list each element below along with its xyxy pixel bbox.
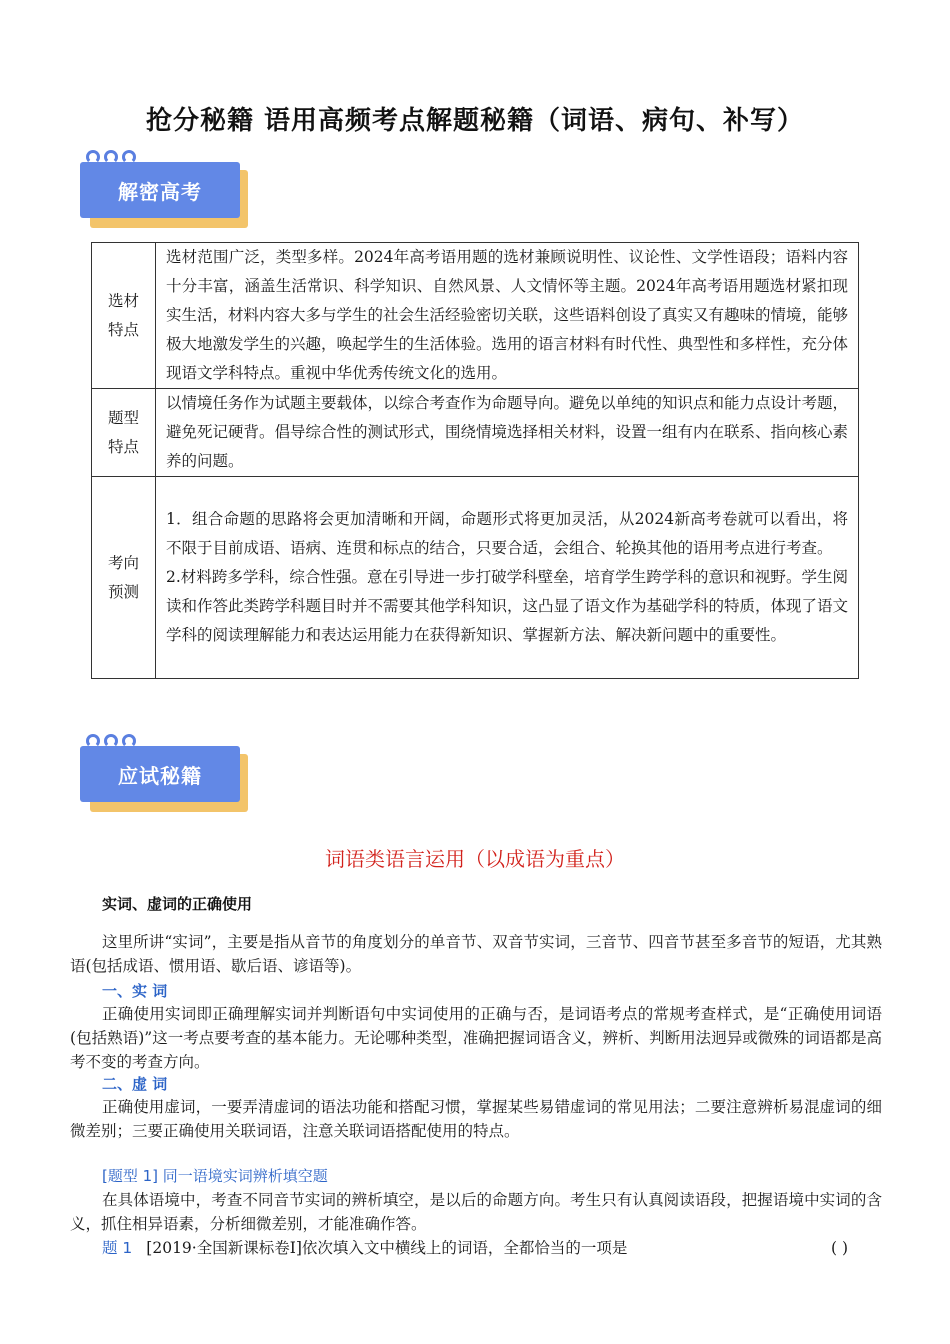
table-row-head: 题型 特点 xyxy=(92,389,156,477)
question-type-paragraph: 在具体语境中，考查不同音节实词的辨析填空，是以后的命题方向。考生只有认真阅读语段，把握语境中实词的含义，抓住相异语素，分析细微差别，才能准确作答。 xyxy=(70,1191,882,1233)
xuci-paragraph: 正确使用虚词，一要弄清虚词的语法功能和搭配习惯，掌握某些易错虚词的常见用法；二要注意辨析易混虚词的细微差别；三要正确使用关联词语，注意关联词语搭配使用的特点。 xyxy=(70,1098,882,1140)
table-row-body: 以情境任务作为试题主要载体，以综合考查作为命题导向。避免以单纯的知识点和能力点设计考题，避免死记硬背。倡导综合性的测试形式，围绕情境选择相关材料，设置一组有内在联系、指向核心素养的问题。 xyxy=(156,389,859,477)
answer-blank: ( ) xyxy=(830,1239,848,1257)
intro-paragraph: 这里所讲“实词”，主要是指从音节的角度划分的单音节、双音节实词，三音节、四音节甚至多音节的短语，尤其熟语(包括成语、惯用语、歇后语、谚语等)。 xyxy=(70,933,882,975)
question-type-heading: [题型 1] 同一语境实词辨析填空题 xyxy=(102,1167,328,1185)
table-row-body xyxy=(156,477,859,679)
table-row xyxy=(92,243,859,389)
section-title: 词语类语言运用（以成语为重点） xyxy=(325,847,625,871)
shici-paragraph: 正确使用实词即正确理解实词并判断语句中实词使用的正确与否，是词语考点的常规考查样式，是“正确使用词语(包括熟语)”这一考点要考查的基本能力。无论哪种类型，准确把握词语含义，辨析、判断用法迥异或微殊的词语都是高考不变的考查方向。 xyxy=(70,1005,882,1071)
section-badge-yingshi xyxy=(80,734,250,816)
question-text: [2019·全国新课标卷Ⅰ]依次填入文中横线上的词语，全都恰当的一项是 xyxy=(146,1239,628,1257)
question-1 xyxy=(102,1236,862,1260)
table-row xyxy=(92,389,859,477)
forecast-item-1: 1．组合命题的思路将会更加清晰和开阔，命题形式将更加灵活，从2024新高考卷就可以看出，将不限于目前成语、语病、连贯和标点的结合，只要合适，会组合、轮换其他的语用考点进行考查。 xyxy=(166,510,848,557)
heading-xuci: 二、虚 词 xyxy=(102,1075,168,1093)
badge-label: 应试秘籍 xyxy=(118,763,202,788)
section-badge-jiemi xyxy=(80,150,250,232)
table-row-head: 选材 特点 xyxy=(92,243,156,389)
table-row-body: 选材范围广泛，类型多样。2024年高考语用题的选材兼顾说明性、议论性、文学性语段；语料内容十分丰富，涵盖生活常识、科学知识、自然风景、人文情怀等主题。2024年高考语用题选材紧扣现实生活，材料内容大多与学生的社会生活经验密切关联，这些语料创设了真实又有趣味的情境，能够极大地激发学生的兴趣，唤起学生的生活体验。选用的语言材料有时代性、典型性和多样性，充分体现语文学科特点。重视中华优秀传统文化的选用。 xyxy=(156,243,859,389)
table-row-head: 考向 预测 xyxy=(92,477,156,679)
heading-shici: 一、实 词 xyxy=(102,982,168,1000)
forecast-item-2: 2.材料跨多学科，综合性强。意在引导进一步打破学科壁垒，培育学生跨学科的意识和视野。学生阅读和作答此类跨学科题目时并不需要其他学科知识，这凸显了语文作为基础学科的特质，体现了语文学科的阅读理解能力和表达运用能力在获得新知识、掌握新方法、解决新问题中的重要性。 xyxy=(166,568,849,644)
page-title: 抢分秘籍 语用高频考点解题秘籍（词语、病句、补写） xyxy=(145,106,805,136)
table-row xyxy=(92,477,859,679)
sub-heading: 实词、虚词的正确使用 xyxy=(102,895,253,913)
question-number: 题 1 xyxy=(102,1239,133,1257)
info-table xyxy=(91,242,859,679)
badge-label: 解密高考 xyxy=(118,179,202,204)
